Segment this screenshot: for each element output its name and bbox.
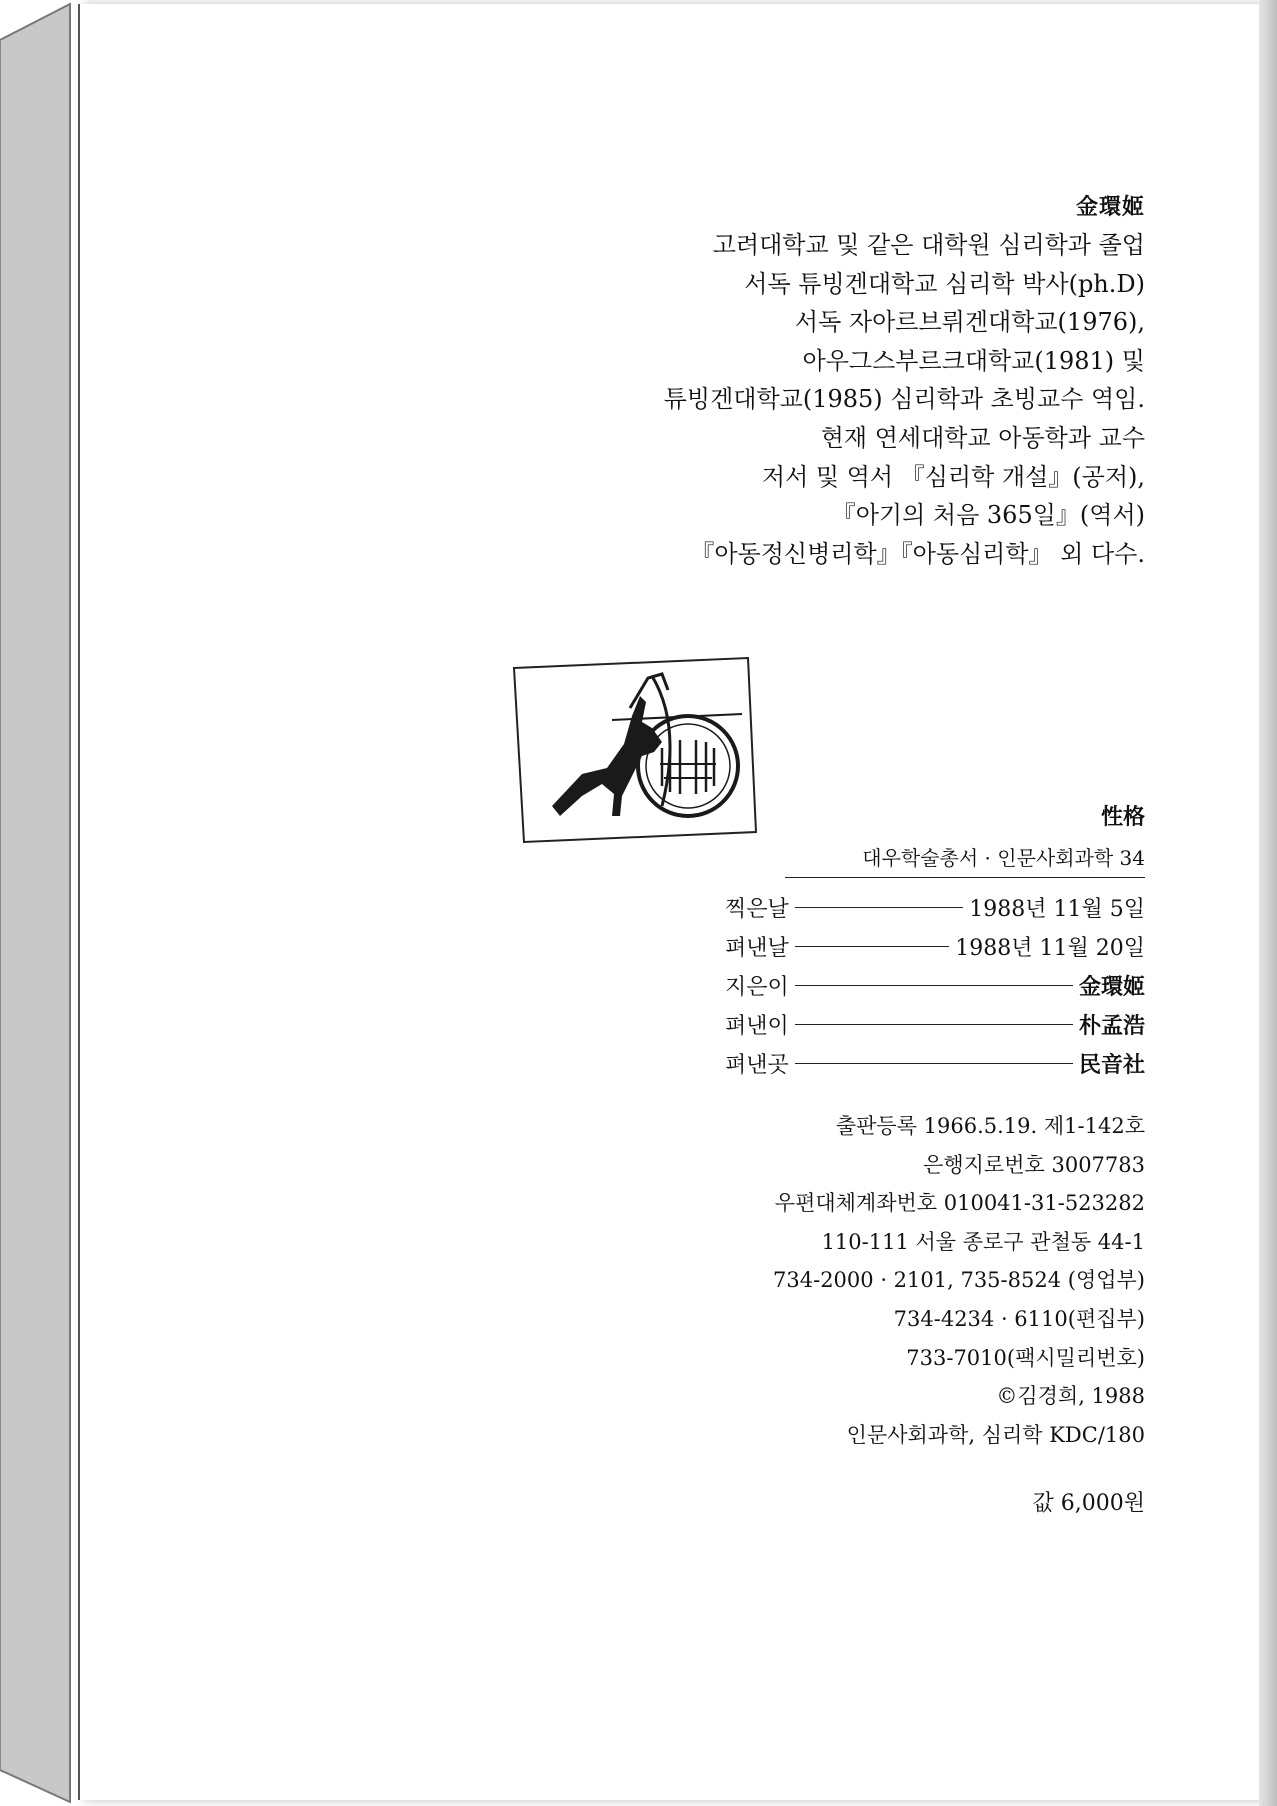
series-name: 대우학술총서 · 인문사회과학 34 [862, 846, 1145, 870]
pubinfo-line: 출판등록 1966.5.19. 제1-142호 [835, 1114, 1145, 1138]
bio-line: 『아동정신병리학』『아동심리학』 외 다수. [690, 539, 1145, 568]
pubinfo-line: 734-4234 · 6110(편집부) [893, 1306, 1145, 1331]
credit-value: 民音社 [1078, 1052, 1145, 1078]
bio-line: 서독 튜빙겐대학교 심리학 박사(ph.D) [744, 269, 1145, 298]
credit-row-publishing-house [725, 1044, 1145, 1083]
copyright-line: ©김경희, 1988 [996, 1384, 1145, 1409]
leader-line [795, 985, 1073, 986]
credit-row-publisher [725, 1005, 1145, 1044]
credit-value: 1988년 11월 5일 [969, 897, 1145, 922]
credit-label: 지은이 [725, 975, 789, 1000]
credit-value: 金環姬 [1078, 974, 1145, 1000]
bio-line: 『아기의 처음 365일』(역서) [831, 501, 1145, 530]
seal-stamp-image [512, 656, 758, 844]
author-bio [505, 226, 1145, 573]
book-spine [0, 0, 80, 1806]
publisher-info [585, 1107, 1145, 1454]
bio-line: 튜빙겐대학교(1985) 심리학과 초빙교수 역임. [663, 385, 1145, 414]
bio-line: 현재 연세대학교 아동학과 교수 [820, 423, 1145, 452]
pubinfo-line: 733-7010(팩시밀리번호) [906, 1345, 1145, 1370]
credit-label: 펴낸이 [725, 1014, 789, 1039]
leader-line [795, 1024, 1073, 1025]
credit-value: 朴孟浩 [1078, 1013, 1145, 1039]
pubinfo-line: 734-2000 · 2101, 735-8524 (영업부) [773, 1268, 1145, 1293]
credits-list [725, 888, 1145, 1083]
credit-row-print-date [725, 888, 1145, 927]
leader-line [795, 946, 950, 947]
leader-line [795, 907, 964, 908]
pubinfo-line: 110-111 서울 종로구 관철동 44-1 [821, 1229, 1145, 1254]
page-edge [1259, 0, 1277, 1806]
credit-value: 1988년 11월 20일 [955, 936, 1145, 961]
author-name: 金環姬 [1075, 194, 1145, 220]
bio-line: 아우그스부르크대학교(1981) 및 [802, 346, 1145, 375]
divider-line [785, 877, 1145, 878]
bio-line: 저서 및 역서 『심리학 개설』(공저), [761, 462, 1145, 491]
bio-line: 서독 자아르브뤼겐대학교(1976), [794, 308, 1145, 337]
leader-line [795, 1063, 1073, 1064]
credit-row-author [725, 966, 1145, 1005]
bio-line: 고려대학교 및 같은 대학원 심리학과 졸업 [712, 231, 1145, 259]
credit-row-publish-date [725, 927, 1145, 966]
pubinfo-line: 우편대체계좌번호 010041-31-523282 [774, 1191, 1145, 1216]
pubinfo-line: 은행지로번호 3007783 [923, 1152, 1145, 1177]
credit-label: 펴낸날 [725, 936, 789, 961]
classification-line: 인문사회과학, 심리학 KDC/180 [846, 1422, 1145, 1447]
credit-label: 펴낸곳 [725, 1053, 789, 1078]
credit-label: 찍은날 [725, 897, 789, 922]
price: 값 6,000원 [1032, 1491, 1145, 1516]
book-title: 性格 [1100, 804, 1145, 830]
